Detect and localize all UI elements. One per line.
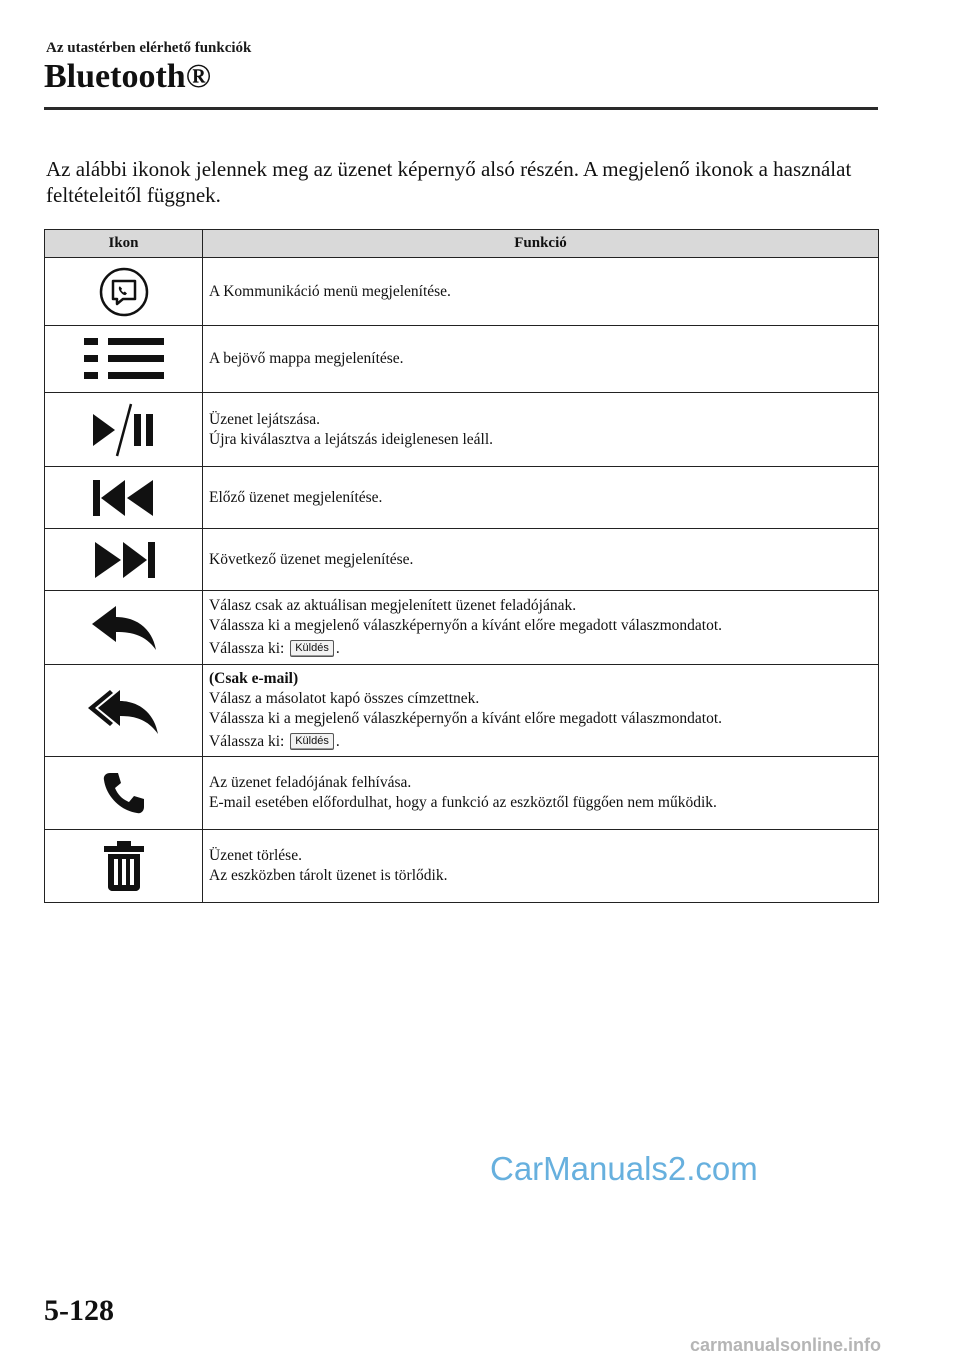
page-title: Bluetooth® xyxy=(44,58,212,95)
function-text: Az eszközben tárolt üzenet is törlődik. xyxy=(209,867,448,884)
table-row xyxy=(45,467,879,529)
previous-icon xyxy=(91,488,157,505)
function-heading: (Csak e-mail) xyxy=(209,670,299,687)
table-row xyxy=(45,258,879,326)
function-text: Előző üzenet megjelenítése. xyxy=(209,488,383,506)
table-row xyxy=(45,665,879,757)
send-button: Küldés xyxy=(290,640,334,657)
table-row xyxy=(45,393,879,467)
table-header-row xyxy=(45,230,879,258)
icon-function-table xyxy=(44,229,879,903)
function-text: Válasz csak az aktuálisan megjelenített üzenet feladójának. xyxy=(209,597,577,614)
column-header-icon: Ikon xyxy=(45,230,203,258)
play-pause-icon xyxy=(89,420,159,437)
heading-divider xyxy=(44,107,878,110)
next-icon xyxy=(91,550,157,567)
function-text: A Kommunikáció menü megjelenítése. xyxy=(209,282,451,300)
intro-paragraph: Az alábbi ikonok jelennek meg az üzenet képernyő alsó részén. A megjelenő ikonok a használat feltételeitől függnek. xyxy=(46,157,852,207)
function-text: Következő üzenet megjelenítése. xyxy=(209,550,414,568)
inbox-list-icon xyxy=(84,350,164,367)
phone-icon xyxy=(101,784,147,801)
table-row xyxy=(45,326,879,393)
communication-menu-icon xyxy=(98,282,150,299)
function-text: Újra kiválasztva a lejátszás ideiglenesen leáll. xyxy=(209,430,494,448)
function-text: Üzenet törlése. xyxy=(209,847,302,864)
function-text: A bejövő mappa megjelenítése. xyxy=(209,350,404,367)
function-text: Az üzenet feladójának felhívása. xyxy=(209,774,412,791)
table-row xyxy=(45,757,879,830)
select-prefix: Válassza ki: xyxy=(209,733,285,750)
table-row xyxy=(45,529,879,591)
select-prefix: Válassza ki: xyxy=(209,640,285,657)
table-row xyxy=(45,591,879,665)
function-text: Válassza ki a megjelenő válaszképernyőn a kívánt előre megadott válaszmondatot. xyxy=(209,617,723,634)
function-text: Válasz a másolatot kapó összes címzettnek. xyxy=(209,690,480,707)
reply-all-icon xyxy=(86,701,162,718)
send-button: Küldés xyxy=(290,733,334,750)
table-row xyxy=(45,830,879,903)
footer-site: carmanualsonline.info xyxy=(690,1335,882,1355)
select-instruction xyxy=(209,732,872,752)
function-text: Válassza ki a megjelenő válaszképernyőn a kívánt előre megadott válaszmondatot. xyxy=(209,710,723,727)
function-text: E-mail esetében előfordulhat, hogy a funkció az eszköztől függően nem működik. xyxy=(209,794,717,811)
column-header-function: Funkció xyxy=(203,230,879,258)
page-number: 5-128 xyxy=(44,1294,114,1327)
watermark: CarManuals2.com xyxy=(490,1150,758,1187)
section-label: Az utastérben elérhető funkciók xyxy=(46,40,252,56)
trash-icon xyxy=(102,857,146,874)
select-suffix: . xyxy=(335,640,340,657)
select-suffix: . xyxy=(335,733,340,750)
select-instruction xyxy=(209,639,872,659)
reply-icon xyxy=(88,618,160,635)
function-text: Üzenet lejátszása. xyxy=(209,410,321,428)
